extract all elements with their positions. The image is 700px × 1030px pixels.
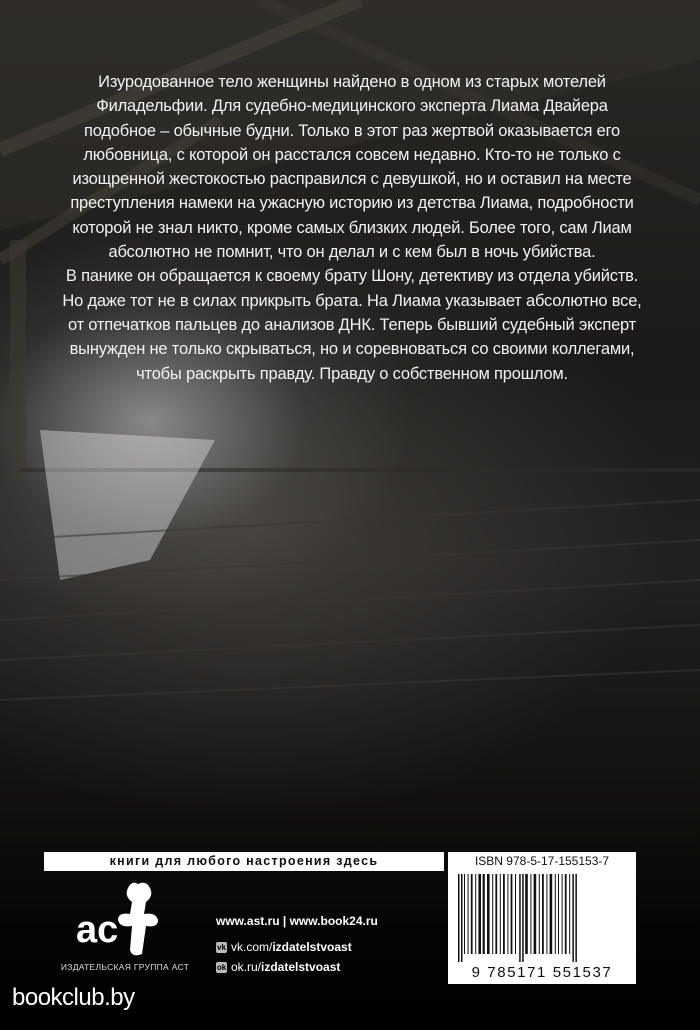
barcode	[456, 874, 628, 962]
barcode-digits: 9 785171 551537	[471, 964, 613, 981]
vk-icon: vk	[217, 942, 226, 952]
ast-logo	[72, 880, 162, 960]
ok-link[interactable]	[216, 960, 340, 974]
ok-prefix: ok.ru/	[231, 960, 262, 974]
site-watermark: bookclub.by	[12, 984, 135, 1011]
book-description	[62, 70, 642, 386]
ok-handle: izdatelstvoast	[261, 960, 341, 974]
publisher-websites[interactable]: www.ast.ru | www.book24.ru	[216, 914, 378, 928]
ok-icon: ok	[216, 962, 227, 972]
vk-link[interactable]	[216, 940, 352, 954]
isbn-panel	[448, 852, 636, 984]
svg-text:ac: ac	[76, 909, 119, 951]
vk-handle: izdatelstvoast	[272, 940, 352, 954]
tagline-banner: книги для любого настроения здесь	[44, 852, 444, 871]
isbn-label: ISBN 978-5-17-155153-7	[474, 854, 610, 868]
publisher-caption: ИЗДАТЕЛЬСКАЯ ГРУППА АСТ	[60, 962, 190, 972]
vk-prefix: vk.com/	[231, 940, 273, 954]
description-paragraph-2: В панике он обращается к своему брату Шону, детективу из отдела убийств. Но даже тот не в силах прикрыть брата. На Лиама указывает абсолютно все, от отпечатков пальцев до анализов ДНК. Теперь бывший судебный эксперт вынужден не только скрываться, но и соревноваться со своими коллегами, чтобы раскрыть правду. Правду о собственном прошлом.	[62, 267, 642, 383]
description-paragraph-1: Изуродованное тело женщины найдено в одном из старых мотелей Филадельфии. Для судебно-медицинского эксперта Лиама Двайера подобное – обычные будни. Только в этот раз жертвой оказывается его любовница, с которой он расстался совсем недавно. Кто-то не только с изощренной жестокостью расправился с девушкой, но и оставил на месте преступления намеки на ужасную историю из детства Лиама, подробности которой не знал никто, кроме самых близких людей. Более того, сам Лиам абсолютно не помнит, что он делал и с кем был в ночь убийства.	[70, 73, 634, 262]
